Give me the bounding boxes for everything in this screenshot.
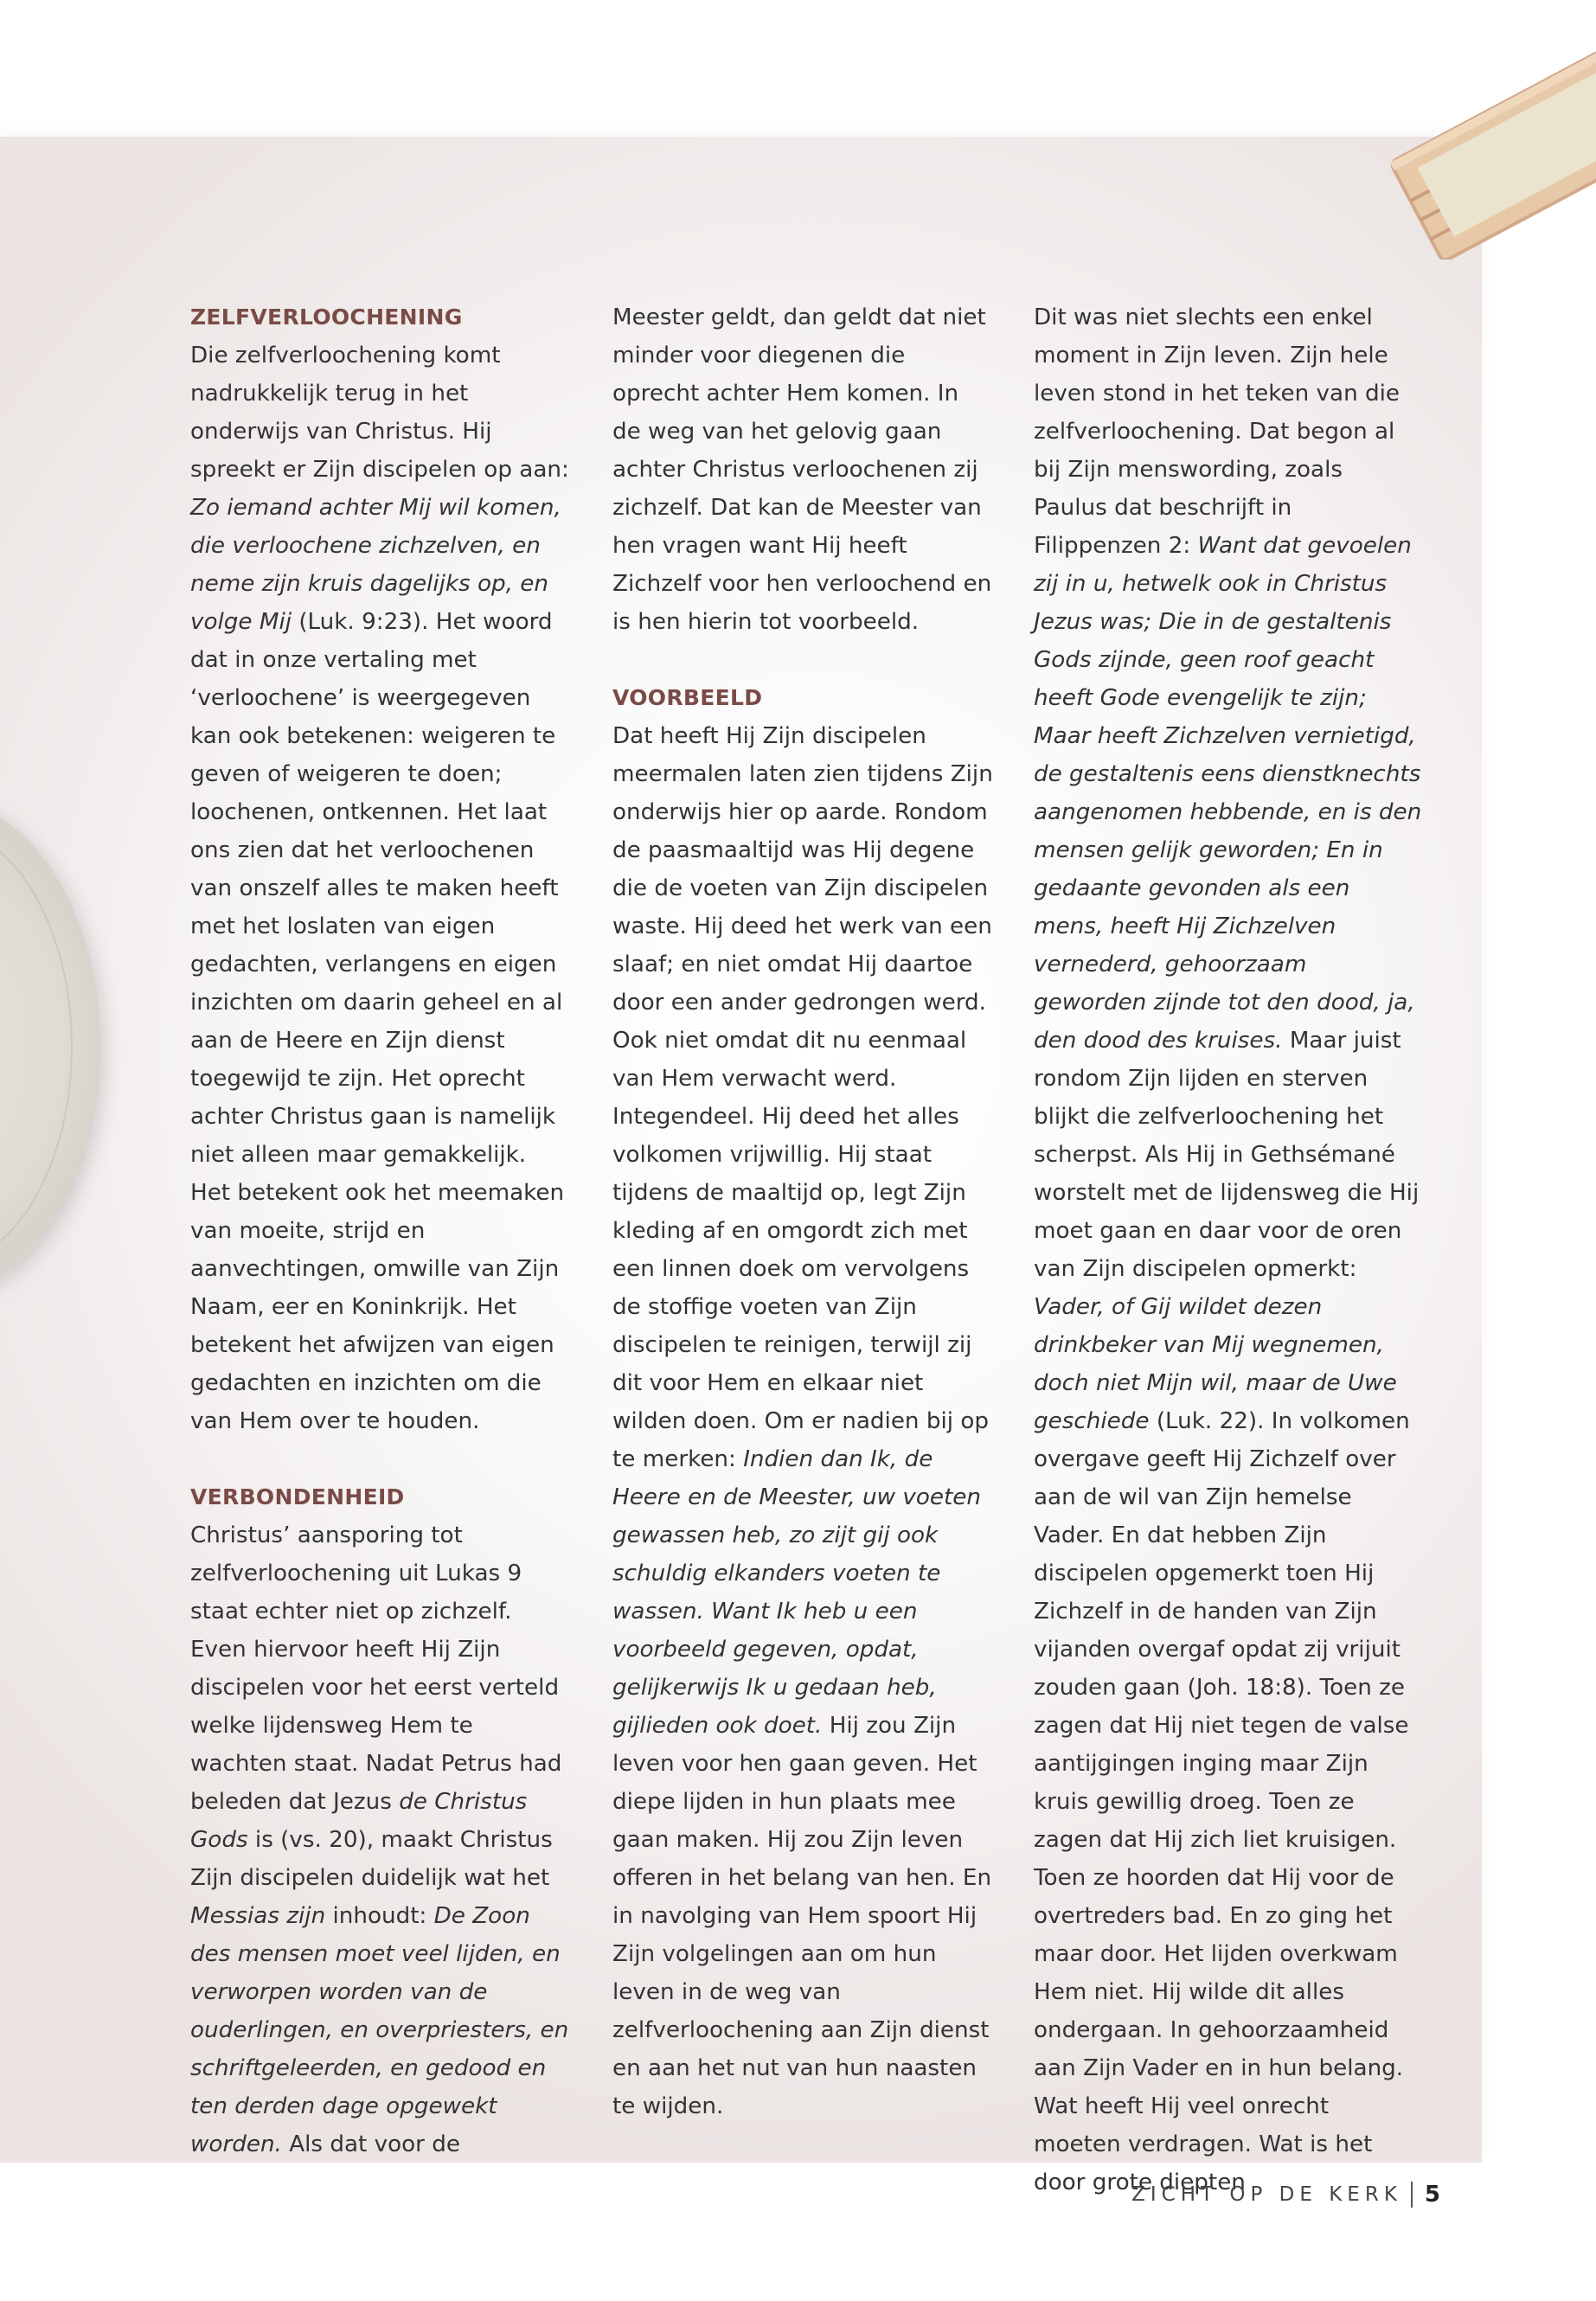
paragraph: Dit was niet slechts een enkel moment in Zijn leven. Zijn hele leven stond in het teken van die zelfverloochening. Dat begon al bij Zijn menswording, zoals Paulus dat beschrijft in Filippenzen 2: Want dat gevoelen zij in u, hetwelk ook in Christus Jezus was; Die in de gestaltenis Gods zijnde, geen roof geacht heeft Gode evengelijk te zijn; Maar heeft Zichzelven vernietigd, de gestaltenis eens dienstknechts aangenomen hebbende, en is den mensen gelijk geworden; En in gedaante gevonden als een mens, heeft Hij Zichzelven vernederd, gehoorzaam geworden zijnde tot den dood, ja, den dood des kruises. Maar juist rondom Zijn lijden en sterven blijkt die zelfverloochening het scherpst. Als Hij in Gethsémané worstelt met de lijdensweg die Hij moet gaan en daar voor de oren van Zijn discipelen opmerkt: Vader, of Gij wildet dezen drinkbeker van Mij wegnemen, doch niet Mijn wil, maar de Uwe geschiede (Luk. 22). In volkomen overgave geeft Hij Zichzelf over aan de wil van Zijn hemelse Vader. En dat hebben Zijn discipelen opgemerkt toen Hij Zichzelf in de handen van Zijn vijanden overgaf opdat zij vrijuit zouden gaan (Joh. 18:8). Toen ze zagen dat Hij niet tegen de valse aantijgingen inging maar Zijn kruis gewillig droeg. Toen ze zagen dat Hij zich liet kruisigen. Toen ze hoorden dat Hij voor de overtreders bad. En zo ging het maar door. Het lijden overkwam Hem niet. Hij wilde dit alles ondergaan. In gehoorzaamheid aan Zijn Vader en in hun belang. Wat heeft Hij veel onrecht moeten verdragen. Wat is het door grote diepten — [1034, 304, 1422, 2195]
magazine-title: ZICHT OP DE KERK — [1131, 2183, 1402, 2206]
paragraph: Christus’ aansporing tot zelfverloochening uit Lukas 9 staat echter niet op zichzelf. Even hiervoor heeft Hij Zijn discipelen voor het eerst verteld welke lijdensweg Hem te wachten staat. Nadat Petrus had beleden dat Jezus de Christus Gods is (vs. 20), maakt Christus Zijn discipelen duidelijk wat het Messias zijn inhoudt: De Zoon des mensen moet veel lijden, en verworpen worden van de ouderlingen, en overpriesters, en schriftgeleerden, en gedood en ten derden dage opgewekt worden. Als dat voor de — [190, 1522, 569, 2157]
page-footer — [1131, 2182, 1440, 2208]
section-heading: ZELFVERLOOCHENING — [190, 304, 463, 330]
page-number: 5 — [1424, 2182, 1440, 2208]
paragraph: Die zelfverloochening komt nadrukkelijk terug in het onderwijs van Christus. Hij spreekt er Zijn discipelen op aan: Zo iemand achter Mij wil komen, die verloochene zichzelven, en neme zijn kruis dagelijks op, en volge Mij (Luk. 9:23). Het woord dat in onze vertaling met ‘verloochene’ is weergegeven kan ook betekenen: weigeren te geven of weigeren te doen; loochenen, ontkennen. Het laat ons zien dat het verloochenen van onszelf alles te maken heeft met het loslaten van eigen gedachten, verlangens en eigen inzichten om daarin geheel en al aan de Heere en Zijn dienst toegewijd te zijn. Het oprecht achter Christus gaan is namelijk niet alleen maar gemakkelijk. Het betekent ook het meemaken van moeite, strijd en aanvechtingen, omwille van Zijn Naam, eer en Koninkrijk. Het betekent het afwijzen van eigen gedachten en inzichten om die van Hem over te houden. — [190, 343, 569, 1434]
cutting-board-image — [1384, 52, 1596, 260]
footer-divider — [1411, 2182, 1413, 2208]
paragraph: Meester geldt, dan geldt dat niet minder voor diegenen die oprecht achter Hem komen. In de weg van het gelovig gaan achter Christus verloochenen zij zichzelf. Dat kan de Meester van hen vragen want Hij heeft Zichzelf voor hen verloochend en is hen hierin tot voorbeeld. — [612, 304, 992, 635]
text-column-3 — [1034, 298, 1423, 2202]
text-column-1 — [190, 298, 571, 2163]
section-heading: VOORBEELD — [612, 685, 763, 710]
text-column-2 — [612, 298, 993, 2125]
paragraph: Dat heeft Hij Zijn discipelen meermalen laten zien tijdens Zijn onderwijs hier op aarde. Rondom de paasmaaltijd was Hij degene die de voeten van Zijn discipelen waste. Hij deed het werk van een slaaf; en niet omdat Hij daartoe door een ander gedrongen werd. Ook niet omdat dit nu eenmaal van Hem verwacht werd. Integendeel. Hij deed het alles volkomen vrijwillig. Hij staat tijdens de maaltijd op, legt Zijn kleding af en omgordt zich met een linnen doek om vervolgens de stoffige voeten van Zijn discipelen te reinigen, terwijl zij dit voor Hem en elkaar niet wilden doen. Om er nadien bij op te merken: Indien dan Ik, de Heere en de Meester, uw voeten gewassen heb, zo zijt gij ook schuldig elkanders voeten te wassen. Want Ik heb u een voorbeeld gegeven, opdat, gelijkerwijs Ik u gedaan heb, gijlieden ook doet. Hij zou Zijn leven voor hen gaan geven. Het diepe lijden in hun plaats mee gaan maken. Hij zou Zijn leven offeren in het belang van hen. En in navolging van Hem spoort Hij Zijn volgelingen aan om hun leven in de weg van zelfverloochening aan Zijn dienst en aan het nut van hun naasten te wijden. — [612, 723, 993, 2119]
section-heading: VERBONDENHEID — [190, 1484, 405, 1509]
